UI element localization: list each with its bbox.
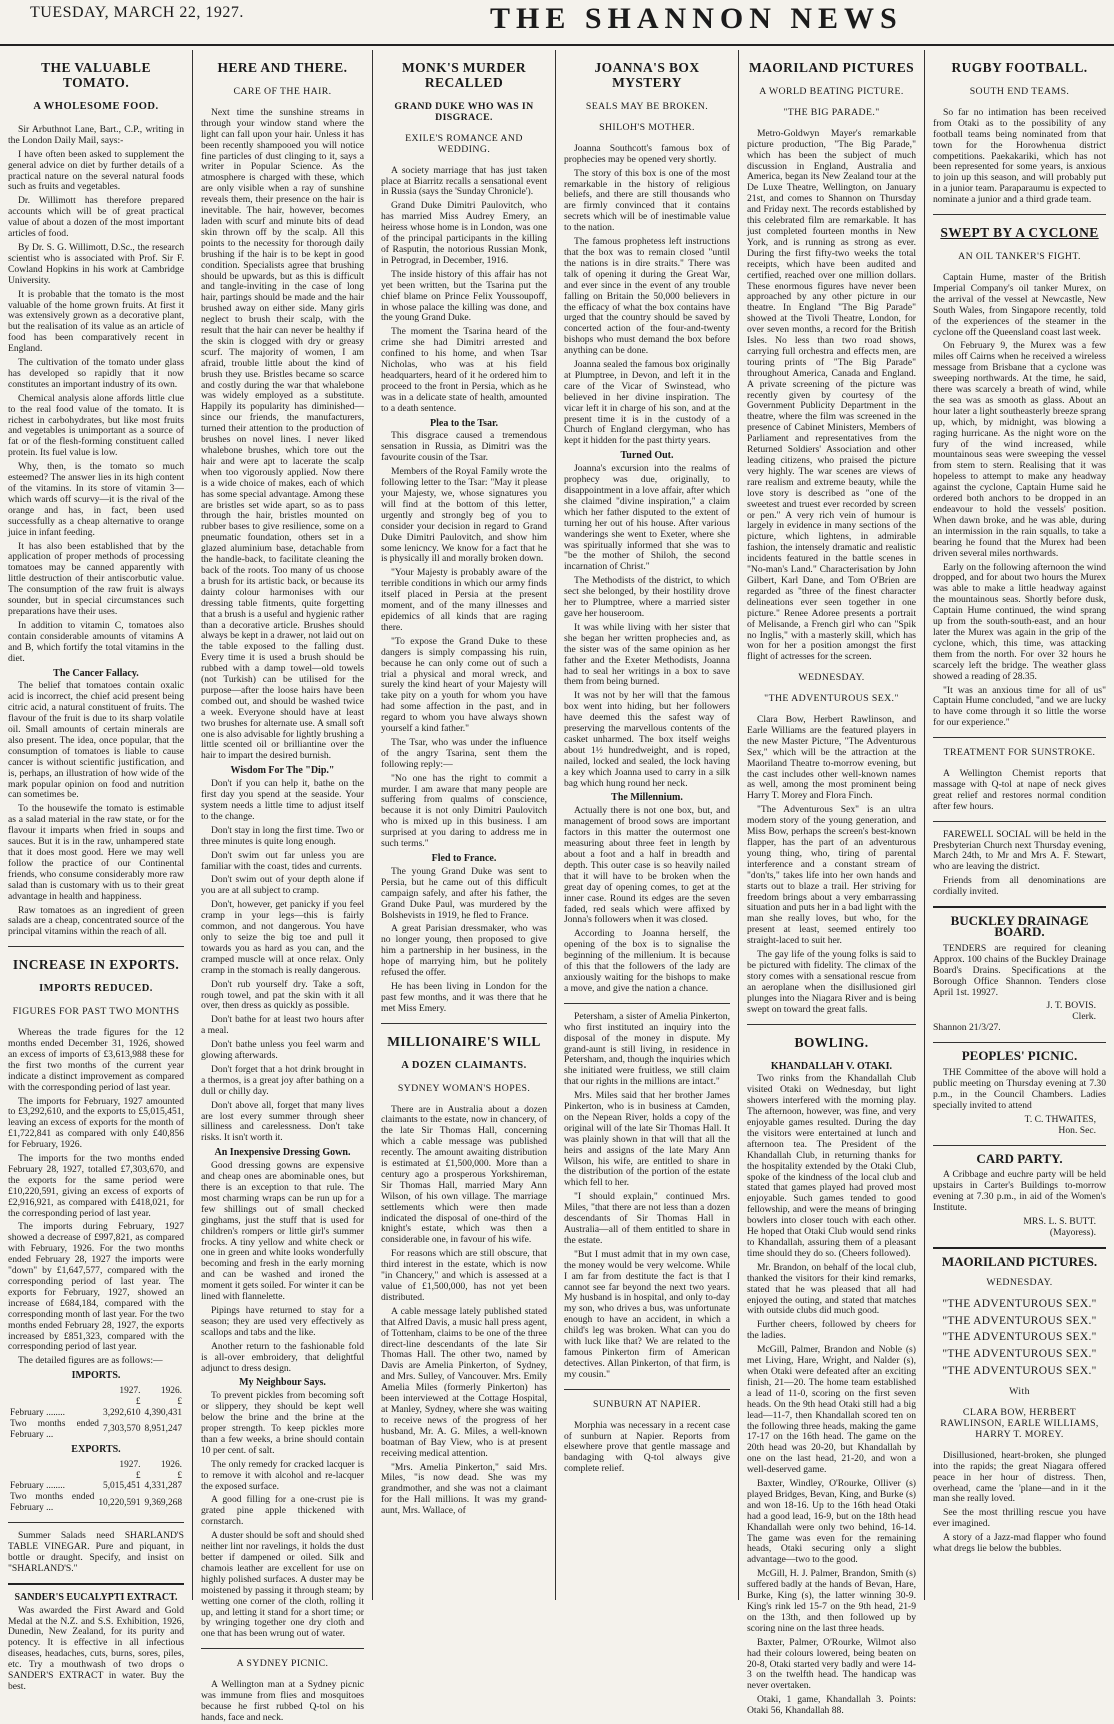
paragraph: Metro-Goldwyn Mayer's remarkable picture production, "The Big Parade," which has been the subject of much discussion in England, Australia and America, began its New Zealand tour at the De Luxe Theatre, Wellington, on January 21st, and comes to Shannon on Thursday and Friday next. The records established by this celebrated film are remarkable. It has just completed fourteen months in New York, and is running as strong as ever. During the first fifty-two weeks the total receipts, which have been audited and certified, reached over one million dollars. These enormous figures have never been approached by any other picture in our theatre. In England "The Big Parade" showed at the Tivoli Theatre, London, for over seven months, a record for the British Isles. No less than two road shows, carrying full orchestra and effects men, are touring prints of "The Big Parade" throughout America, Canada and England. A private screening of the picture was recently given by courtesy of the Government Publicity Department in the theatre, where the film was screened in the presence of Cabinet Ministers, Members of Parliament and representatives from the Returned Soldiers' Association and other leading citizens, who praised the picture very highly. The war scenes are views of rare realism and extreme beauty, while the love story is described as "one of the sweetest and truest ever recorded by screen or pen." A very rich vein of humour is largely in evidence in many sections of the picture, which lightens, in admirable fashion, the intensely dramatic and realistic incidents featured in the battle scenes in "No-man's Land." Characterisation by John Gilbert, Karl Dane, and Tom O'Brien are regarded as "three of the finest character delineations ever seen together in one picture." Renee Adoree presents a portrait of Melisande, a French girl who can "Spik no Inglis," with a masterly skill, which has won for her a position amongst the first flight of actresses for the screen. [747, 127, 916, 663]
film-title-line: "THE ADVENTUROUS SEX." [942, 1365, 1097, 1378]
paragraph: Don't rub yourself dry. Take a soft, rough towel, and pat the skin with it all over, then dress as quickly as possible. [201, 978, 364, 1012]
imports-rows [8, 1408, 184, 1441]
film-title-line: "THE ADVENTUROUS SEX." [942, 1331, 1097, 1344]
imports-table: 1927. 1926. £ £ February ........ 3,292,610 4,390,431 Two months ended February ... 7,303,570 8,951,247 [10, 1386, 182, 1440]
paragraph: "The Adventurous Sex" is an ultra modern story of the young generation, and Miss Bow, perhaps the screen's best-known flapper, has the part of an adventurous young thing, who, tiring of parental interference and a constant stream of "don'ts," takes life into her own hands and starts out to blaze a trail. Her striving for freedom brings about a very embarrassing situation and puts her in a bad light with the man she really loves, but who, for the present at least, seemed entirely too straight-laced to suit her. [747, 804, 916, 947]
table-row: February ........ 5,015,451 4,331,287 [10, 1481, 182, 1492]
paragraph: The famous prophetess left instructions that the box was to remain closed "until the nations is in dire straits." There was talk of opening it during the Great War, and ever since in the event of any trouble falling on Britain the 50,000 believers in the efficacy of what the box contains have urged that the country should be saved by concerted action of the four-and-twenty bishops who must demand the box before anything can be done. [564, 236, 730, 357]
sunburn-text: Morphia was necessary in a recent case of sunburn at Napier. Reports from elsewhere prove that gentle massage and bandaging with Q-tol always give complete relief. [564, 1419, 730, 1475]
film-title-line: "THE ADVENTUROUS SEX." [942, 1348, 1097, 1361]
paragraph: "I should explain," continued Mrs. Miles, "that there are not less than a dozen descendants of Sir Thomas Hall in Australia—all of them entitled to share in the estate. [564, 1191, 730, 1246]
paragraph: "Mrs. Amelia Pinkerton," said Mrs. Miles, "is now dead. She was my grandmother, and she was not a claimant for the Hall millions. It was my grand-aunt, Mrs. Wallace, of [381, 1461, 547, 1517]
subhead-sydney-picnic: A SYDNEY PICNIC. [236, 1658, 329, 1670]
subhead-exile: EXILE'S ROMANCE AND WEDDING. [405, 132, 523, 155]
bowling-body [747, 1074, 916, 1717]
subhead-care-hair: CARE OF THE HAIR. [233, 86, 332, 97]
paragraph: A great Parisian dressmaker, who was no longer young, then proposed to give him a partnership in her business, in the hope of marrying him, but he politely refused the offer. [381, 923, 547, 979]
subhead-south-end: SOUTH END TEAMS. [969, 86, 1070, 97]
column-joanna [556, 50, 738, 1598]
paragraph: Don't bathe unless you feel warm and glowing afterwards. [201, 1039, 364, 1062]
exports-label: EXPORTS. [71, 1443, 121, 1455]
paragraph: Early on the following afternoon the wind dropped, and for about two hours the Murex was able to make a little headway against the mountainous seas. Shortly before dusk, Captain Hume continued, the wind sprang up from the south-south-east, and an hour later the Murex was again in the grip of the cyclone, which, this time, was attacking them from the north. For over 32 hours he scarcely left the bridge. The weather glass showed a reading of 28.35. [933, 561, 1106, 682]
millennium-body [564, 806, 730, 994]
column-here-and-there [193, 50, 372, 1723]
subhead-sydney-woman: SYDNEY WOMAN'S HOPES. [397, 1082, 531, 1094]
paragraph: The cultivation of the tomato under glass has developed so rapidly that it now constitutes an important industry of its own. [8, 357, 184, 390]
buckley-text: TENDERS are required for cleaning Approx. 100 chains of the Buckley Drainage Board's Drains. Specifications at the Borough Office Shannon. Tenders close April 1st. 19927. [933, 942, 1106, 998]
paragraph: According to Joanna herself, the opening of the box is to signalise the beginning of the millenium. It is because of this that the followers of the lady are anxiously waiting for the bishops to make a move, and give the nation a chance. [564, 928, 730, 994]
paragraph: Sir Arbuthnot Lane, Bart., C.P., writing in the London Daily Mail, says:- [8, 123, 184, 146]
subhead-neighbour: My Neighbour Says. [239, 1377, 326, 1389]
millionaire-continued [564, 1012, 730, 1381]
subhead-sunburn: SUNBURN AT NAPIER. [592, 1398, 701, 1410]
paragraph: Clara Bow, Herbert Rawlinson, and Earle Williams are the featured players in the new Master Picture, "The Adventurous Sex," which will be the attraction at the Maoriland Theatre to-morrow evening, but the cast includes other well-known names as well, among the most prominent being Harry T. Morey and Flora Finch. [747, 714, 916, 802]
paragraph: Joanna Southcott's famous box of prophecies may be opened very shortly. [564, 142, 730, 165]
paragraph: In addition to vitamin C, tomatoes also contain considerable amounts of vitamins A and B, which fortify the total vitamins in the diet. [8, 619, 184, 664]
paragraph: "But I must admit that in my own case, the money would be very welcome. While I am far from destitute the fact is that I cannot see far beyond the next two years. My husband is in hospital, and only to-day my son, who drives a bus, was unfortunate enough to have an accident, in which a child's leg was broken. What can you do with luck like that? We are related to the famous Pinkerton firm of American detectives. Allan Pinkerton, of that firm, is my cousin." [564, 1248, 730, 1380]
subhead-turned-out: Turned Out. [620, 450, 674, 462]
table-row: Two months ended February ... 7,303,570 8,951,247 [10, 1418, 182, 1440]
joanna-body [564, 144, 730, 447]
paragraph: The imports for the two months ended February 28, 1927, totalled £7,303,670, and the exports for the same period were £10,220,591, giving an excess of exports of £2,916,921, as compared with £418,021, for the corresponding period of last year. [8, 1153, 184, 1219]
headline-cyclone: SWEPT BY A CYCLONE [940, 225, 1099, 241]
fallacy-body [8, 681, 184, 938]
maori-day: WEDNESDAY. [986, 1276, 1053, 1288]
paragraph: "No one has the right to commit a murder. I am aware that many people are suffering from qualms of conscience, because it is not only Dimitri Paulovitch who is mixed up in this business. I am surprised at you daring to address me in such terms." [381, 772, 547, 850]
maori-title-list [933, 1299, 1106, 1378]
paragraph: Captain Hume, master of the British Imperial Company's oil tanker Murex, on the arrival of the vessel at Newcastle, New South Wales, from Singapore recently, told of the experiences of the steamer in the cyclone off the Queensland coast last week. [933, 271, 1106, 338]
paragraph: It was while living with her sister that she began her written prophecies and, as the sister was of the same opinion as her father and the Exeter Methodists, Joanna had to seal her writings in a box to save them from being burned. [564, 621, 730, 688]
headline-card-party: CARD PARTY. [976, 1150, 1063, 1166]
tomato-body [8, 125, 184, 665]
divider [933, 1247, 1106, 1249]
film-title-line: "THE ADVENTUROUS SEX." [942, 1314, 1097, 1327]
picnic-role: Hon. Sec. [1058, 1124, 1096, 1136]
column-tomato [0, 50, 192, 1692]
imports-label: IMPORTS. [71, 1370, 121, 1382]
plea-body [381, 431, 547, 850]
paragraph: The belief that tomatoes contain oxalic acid is incorrect, the chief acid present being citric acid, a natural constituent of fruits. The flavour of the fruit is due to its sharp volatile oil. Small amounts of certain minerals are also present. The idea, once popular, that the consumption of tomatoes is liable to cause cancer is without scientific justification, and is, perhaps, an illustration of how wide of the mark popular opinion on food and nutrition can sometimes be. [8, 680, 184, 801]
subhead-world-beating: A WORLD BEATING PICTURE. [759, 86, 904, 97]
paragraph: A good filling for a one-crust pie is grated pine apple thickened with cornstarch. [201, 1494, 364, 1528]
headline-maoriland-ad: MAORILAND PICTURES. [941, 1253, 1098, 1269]
paragraph: Next time the sunshine streams in through your window stand where the light can fall upon your hair. Unless it has been recently shampooed you will notice fine particles of dust clinging to it, says a writer in Popular Science. As the atmosphere is charged with these, which are only visible when a ray of sunshine reveals them, their presence on the hair is inevitable. The hair, however, becomes laden with scurf and minute bits of dead skin thrown off by the scalp. All this points to the necessity for thorough daily brushing if the hair is to be kept in good condition. Specialists agree that brushing should be upwards, but as this is difficult and tangle-inviting in the case of long hair, partings should be made and the hair brushed away on either side. Many girls neglect to brush their scalp, with the result that the hair can never be healthy if the skin is clogged with dry or greasy scurf. The majority of women, I am afraid, trouble little about the kind of brush they use. Bristles became so scarce and costly during the war that whalebone was widely employed as a substitute. Happily its popularity has diminished—since our friends, the manufacturers, turned their attention to the production of brushes on novel lines. I never liked whalebone brushes, which tore out the hair and were apt to lacerate the scalp when too vigorously applied. Now there is a wide choice of makes, each of which has some special advantage. Among these are bristles set wide apart, so as to pass through the hair, bristles mounted on rubber bases to give resilience, some on a pneumatic foundation, others set in a glazed aluminium base, detachable from the handle-back, to facilitate cleaning the back of the roots. Too many of us choose a brush for its artistic back, or because its dainty colour harmonises with our dressing table fitments, quite forgetting that a brush is a useful and hygienic rather than a decorative article. Brushes should always be kept in a drawer, not laid out on the table exposed to the falling dust. Every time it is used a brush should be rubbed with a damp towel—old towels (not Turkish) can be utilised for the purpose—after the loose hairs have been combed out, and should be washed twice a week. Everyone should have at least two brushes for alternate use. A small soft one is also advisable for lightly brushing a little scented oil or brilliantine over the hair to impart the desired burnish. [201, 106, 364, 762]
paragraph: Baxter, Palmer, O'Rourke, Wilmot also had their colours lowered, being beaten on 20-8, Otaki started very badly and were 14-3 on the twelfth head. The handicap was never overtaken. [747, 1636, 916, 1692]
subhead-sunstroke: TREATMENT FOR SUNSTROKE. [943, 747, 1096, 759]
newspaper-title: THE SHANNON NEWS [490, 2, 903, 35]
adventurous-body [747, 715, 916, 1015]
paragraph: Don't forget that a hot drink brought in a thermos, is a great joy after bathing on a dull or chilly day. [201, 1063, 364, 1097]
paragraph: Further cheers, followed by cheers for the ladies. [747, 1319, 916, 1342]
divider [8, 946, 184, 947]
maori-story: A story of a Jazz-mad flapper who found what dregs lie below the bubbles. [933, 1532, 1106, 1555]
paragraph: A society marriage that has just taken place at Biarritz recalls a sensational event in Russia (says the 'Sunday Chronicle'). [381, 164, 547, 198]
headline-monk: MONK'S MURDER RECALLED [401, 60, 527, 90]
paragraph: Otaki, 1 game, Khandallah 3. Points: Otaki 56, Khandallah 88. [747, 1694, 916, 1717]
subhead-shiloh: SHILOH'S MOTHER. [599, 121, 695, 133]
paragraph: Dr. Willimott has therefore prepared accounts which will be of great practical value of about a dozen of the most important articles of food. [8, 195, 184, 240]
paragraph: Don't swim out of your depth alone if you are at all subject to cramp. [201, 874, 364, 897]
subhead-wholesome: A WHOLESOME FOOD. [33, 101, 159, 112]
hair-body [201, 108, 364, 762]
divider [201, 1648, 364, 1649]
headline-tomato: THE VALUABLE TOMATO. [41, 60, 151, 90]
film-title-line: "THE ADVENTUROUS SEX." [942, 1297, 1097, 1310]
paragraph: Raw tomatoes as an ingredient of green salads are a cheap, concentrated source of the principal vitamins within the reach of all. [8, 904, 184, 938]
subhead-millennium: The Millennium. [611, 792, 683, 804]
paragraph: Joanna's excursion into the realms of prophecy was due, originally, to disappointment in a love affair, after which she claimed "divine inspiration," a claim which her father disputed to the extent of turning her out of his house. After various wanderings she went to Exeter, where she was spiritually informed that she was to "be the mother of Shiloh, the second incarnation of Christ." [564, 463, 730, 573]
neighbour-body [201, 1391, 364, 1640]
paragraph: "It was an anxious time for all of us" Captain Hume concluded, "and we are lucky to have come through it so little the worse for our experience." [933, 684, 1106, 729]
table-row: February ........ 3,292,610 4,390,431 [10, 1407, 182, 1418]
buckley-role: Clerk. [1072, 1011, 1096, 1023]
paragraph: The imports for February, 1927 amounted to £3,292,610, and the exports to £5,015,451, leaving an excess of exports for the month of £1,722,841 as compared with only £40,856 for February, 1926. [8, 1095, 184, 1151]
paragraph: By Dr. S. G. Willimott, D.Sc., the research scientist who is associated with Prof. Sir F. Cowland Hopkins in his work at Cambridge University. [8, 241, 184, 286]
issue-date: TUESDAY, MARCH 22, 1927. [30, 4, 244, 21]
headline-rugby: RUGBY FOOTBALL. [951, 60, 1088, 75]
paragraph: The moment the Tsarina heard of the crime she had Dimitri arrested and confined to his home, and when Tsar Nicholas, who was at his field headquarters, heard of it he ordered him to proceed to the front in Persia, which as he was in a delicate state of health, amounted to a death sentence. [381, 326, 547, 414]
headline-joanna: JOANNA'S BOX MYSTERY [594, 60, 700, 90]
picnic-text: THE Committee of the above will hold a public meeting on Thursday evening at 7.30 p.m., in the Council Chambers. Ladies specially invited to attend [933, 1067, 1106, 1111]
maori-with: With [1009, 1386, 1030, 1398]
paragraph: Don't stay in long the first time. Two or three minutes is quite long enough. [201, 824, 364, 847]
paragraph: The inside history of this affair has not yet been written, but the Tsarina put the chief blame on Prince Felix Youssoupoff, in whose palace the killing was done, and the young Grand Duke. [381, 268, 547, 324]
paragraph: Don't swim out far unless you are familiar with the coast, tides and currents. [201, 849, 364, 872]
paragraph: Petersham, a sister of Amelia Pinkerton, who first instituted an inquiry into the disposal of the money in dispute. My grand-aunt is still living, in residence in Petersham, and, though the inquiries which she initiated were fruitless, we still claim that our rights in the millions are intact." [564, 1010, 730, 1088]
picnic-signature: T. C. THWAITES, [1024, 1113, 1096, 1125]
divider [933, 214, 1106, 215]
divider [564, 1389, 730, 1390]
subhead-plea: Plea to the Tsar. [430, 417, 498, 429]
paragraph: Why, then, is the tomato so much esteemed? The answer lies in its high content of the vitamins. In its store of vitamin 3—which wards off scurvy—it is the rival of the orange and has, in fact, been used successfully as a cheap alternative to orange juice in infant feeding. [8, 461, 184, 538]
subhead-dozen: A DOZEN CLAIMANTS. [401, 1059, 527, 1071]
paragraph: Members of the Royal Family wrote the following letter to the Tsar: "May it please your Majesty, we, whose signatures you will find at the bottom of this letter, urgently and strongly beg of you to consider your decision in regard to Grand Duke Dimitri Paulovitch, and show him some lenicncy. We know for a fact that he is physically ill and morally broken down. [381, 466, 547, 565]
subhead-cancer-fallacy: The Cancer Fallacy. [53, 667, 139, 679]
column-rugby [925, 50, 1114, 1598]
paragraph: Don't above all, forget that many lives are lost every summer through sheer silliness and carelessness. Don't take risks. It isn't worth it. [201, 1099, 364, 1144]
divider [933, 821, 1106, 822]
paragraph: Joanna sealed the famous box originally at Plumptree, in Devon, and left it in the care of the Vicar of Swinstead, who believed in her divine inspiration. The vicar left it in charge of his son, and at the present time it is in the custody of a Church of England clergyman, who has kept it hidden for the past thirty years. [564, 359, 730, 447]
buckley-date: Shannon 21/3/27. [933, 1022, 1001, 1034]
sunstroke-text: A Wellington Chemist reports that massage with Q-tol at nape of neck gives great relief and restores normal condition after few hours. [933, 768, 1106, 812]
paragraph: To prevent pickles from becoming soft or slippery, they should be kept well below the brine and the brine at the proper strength. To keep pickles more than a few weeks, a brine should contain 10 per cent. of salt. [201, 1390, 364, 1456]
headline-millionaire: MILLIONAIRE'S WILL [387, 1033, 541, 1049]
card-party-text: A Cribbage and euchre party will be held upstairs in Carter's Buildings to-morrow evening at 7.30 p.m., in aid of the Women's Institute. [933, 1169, 1106, 1214]
divider [8, 1583, 184, 1585]
paragraph: There are in Australia about a dozen claimants to the estate, now in chancery, of the late Sir Thomas Hall, concerning which a cable message was published recently. The amount awaiting distribution is estimated at £1,500,000. More than a century ago a prosperous Yorkshireman, Sir Thomas Hall, married Mary Ann Wilson, of his own village. The marriage settlements which were then made indicated the disposal of one-third of the knight's estate, which was then a considerable one, in favour of his wife. [381, 1103, 547, 1246]
paragraph: Pipings have returned to stay for a season; they are used very effectively as scallops and tabs and the like. [201, 1304, 364, 1338]
subhead-big-parade: "THE BIG PARADE." [783, 106, 880, 118]
paragraph: The young Grand Duke was sent to Persia, but he came out of this difficult campaign safely, and after his father, the Grand Duke Paul, was murdered by the Bolshevists in 1919, he fled to France. [381, 865, 547, 921]
card-signature: MRS. L. S. BUTT. [1023, 1216, 1096, 1228]
paragraph: It is probable that the tomato is the most valuable of the home grown fruits. At first it was extensively grown as a decorative plant, but the realisation of its value as an article of food has been comparatively recent in England. [8, 288, 184, 355]
paragraph: Baxter, Windley, O'Rourke, Olliver (s) played Bridges, Bevan, King, and Burke (s) and won 18-16. Up to the 16th head Otaki had a good lead, 16-9, but on the 18th head Khandallah were only two behind, 16-14. The game was even for the remaining heads, Otaki securing only a slight advantage—two to the good. [747, 1478, 916, 1566]
masthead [0, 0, 1114, 46]
turned-body [564, 464, 730, 789]
divider [933, 737, 1106, 738]
table-row: Two months ended February ... 10,220,591 9,369,268 [10, 1492, 182, 1514]
paragraph: On February 9, the Murex was a few miles off Cairns when he received a wireless message from Brisbane that a cyclone was sweeping northwards. At the time, he said, there was scarcely a breath of wind, while the sea was as smooth as glass. About an hour later a light southeasterly breeze sprang up, which, by midnight, was blowing a raging hurricane. As the night wore on the fury of the wind increased, while mountainous seas were sweeping the vessel from stem to stern. Realising that it was hopeless to attempt to make any headway against the cyclone, Captain Hume said he ordered both anchors to be dropped in an endeavour to hold the vessels' position. When dawn broke, and he was able, during an intermission in the rain squalls, to take a bearing he found that the Murex had been driven several miles northwards. [933, 340, 1106, 559]
divider [381, 1023, 547, 1024]
headline-exports: INCREASE IN EXPORTS. [12, 957, 180, 973]
ad-sanders-head: SANDER'S EUCALYPTI EXTRACT. [14, 1591, 178, 1603]
subhead-wednesday: WEDNESDAY. [798, 672, 865, 684]
paragraph: The only remedy for cracked lacquer is to remove it with alcohol and re-lacquer the exposed surface. [201, 1458, 364, 1492]
paragraph: Mrs. Miles said that her brother James Pinkerton, who is in business at Camden, on the Nepean River, holds a copy of the original will of the late Sir Thomas Hall. It was plainly shown in that will that all the heirs and assigns of the late Mary Ann Wilson, his wife, are entitled to share in the distribution of the portion of the estate which fell to her. [564, 1090, 730, 1189]
buckley-signature: J. T. BOVIS. [1046, 1000, 1096, 1012]
big-parade-body [747, 129, 916, 663]
divider [933, 906, 1106, 908]
ad-sanders: Was awarded the First Award and Gold Medal at the N.Z. and S.S. Exhibition, 1926, Dunedin, New Zealand, for its purity and potency. It is effective in all infectious diseases, headaches, cuts, burns, sores, piles, etc. Try a mouthwash of two drops o SANDER'S EXTRACT in water. Buy the best. [8, 1604, 184, 1692]
paragraph: A duster should be soft and should shed neither lint nor ravelings, it holds the dust better if dampened or oiled. Silk and chamois leather are excellent for use on highly polished surfaces. A duster may be moistened by passing it through steam; by wetting one corner of the cloth, rolling it up, and letting it stand for a short time; or by wringing together one dry cloth and one that has been wrung out of water. [201, 1530, 364, 1640]
cyclone-body [933, 273, 1106, 729]
headline-bowling: BOWLING. [794, 1034, 869, 1050]
paragraph: The gay life of the young folks is said to be pictured with fidelity. The climax of the story comes with a sensational rescue from an aeroplane when the disillusioned girl plunges into the Niagara River and is being swept on toward the great falls. [747, 949, 916, 1015]
paragraph: Chemical analysis alone affords little clue to the real food value of the tomato. It is richest in carbohydrates, but like most fruits and vegetables is unimportant as a source of fat or of the flesh-forming constituent called protein. Its fuel value is low. [8, 392, 184, 459]
maori-see: See the most thrilling rescue you have ever imagined. [933, 1507, 1106, 1530]
rugby-text: So far no intimation has been received from Otaki as to the possibility of any football teams being nominated from that town for the Horowhenua district competitions. Paekakariki, which has not been represented for some years, is anxious to join up this season, and will probably put in a junior team. Paraparaumu is expected to nominate a junior and a third grade team. [933, 106, 1106, 206]
paragraph: Two rinks from the Khandallah Club visited Otaki on Wednesday, but light showers interfered with the morning play. The afternoon, however, was fine, and very enjoyable games resulted. During the day the visitors were entertained at lunch and afternoon tea. The President of the Khandallah Club, in returning thanks for the hospitality extended by the Otaki Club, spoke of the kindness of the local club and stated that games played had proved most enjoyable. Such games tended to good fellowship, and were the means of bringing bowlers into closer touch with each other. He hoped that Otaki Club would send rinks to Khandallah, assuring them of a pleasant time should they do so. (Cheers followed). [747, 1073, 916, 1259]
headline-maoriland: MAORILAND PICTURES [748, 60, 915, 75]
divider [747, 1024, 916, 1025]
paragraph: The Methodists of the district, to which sect she belonged, by their hostility drove her to Plumptree, where a married sister gave her houseroom. [564, 575, 730, 619]
maori-cast: CLARA BOW, HERBERT RAWLINSON, EARLE WILLIAMS, HARRY T. MOREY. [940, 1407, 1099, 1440]
monk-body [381, 166, 547, 415]
subhead-oil-tanker: AN OIL TANKER'S FIGHT. [958, 251, 1081, 263]
paragraph: Don't, however, get panicky if you feel cramp in your legs—this is fairly common, and not dangerous. You have only to seize the big toe and pull it towards you as hard as you can, and the cramped muscle will at once relax. Only cramp in the stomach is really dangerous. [201, 899, 364, 976]
subhead-seals: SEALS MAY BE BROKEN. [585, 101, 709, 112]
divider [564, 1003, 730, 1004]
paragraph: For reasons which are still obscure, that third interest in the estate, which is now "in Chancery," and which is assessed at a value of £1,500,000, has not yet been distributed. [381, 1248, 547, 1303]
column-monk [373, 50, 555, 1598]
subhead-gown: An Inexpensive Dressing Gown. [214, 1147, 351, 1159]
subhead-grand-duke: GRAND DUKE WHO WAS IN DISGRACE. [394, 101, 534, 123]
headline-here-and-there: HERE AND THERE. [217, 60, 348, 75]
paragraph: It was not by her will that the famous box went into hiding, but her followers have deemed this the safest way of preserving the marvellous contents of the casket unharmed. The box itself weighs about 1½ hundredweight, and is roped, nailed, locked and sealed, the lock having a key which Joanna used to carry in a silk bag which hung round her neck. [564, 690, 730, 789]
exports-body [8, 1028, 184, 1367]
divider [933, 1042, 1106, 1043]
paragraph: Grand Duke Dimitri Paulovitch, who has married Miss Audrey Emery, an heiress whose home is in London, was one of the principal participants in the killing of Rasputin, the notorious Russian Monk, in Petrograd, in December, 1916. [381, 200, 547, 266]
paragraph: Don't if you can help it, bathe on the first day you spend at the seaside. Your system needs a little time to adjust itself to the change. [201, 778, 364, 822]
divider [8, 1522, 184, 1523]
exports-table: 1927. 1926. £ £ February ........ 5,015,451 4,331,287 Two months ended February ... 10,220,591 9,369,268 [10, 1459, 182, 1514]
paragraph: This disgrace caused a tremendous sensation in Russia, as Dimitri was the favourite cousin of the Tsar. [381, 430, 547, 464]
paragraph: Don't bathe for at least two hours after a meal. [201, 1014, 364, 1037]
paragraph: The story of this box is one of the most remarkable in the history of religious beliefs, and there are still thousands who are firmly convinced that it contains secrets which will be of inestimable value to the nation. [564, 167, 730, 234]
paragraph: To the housewife the tomato is estimable as a salad material in the raw state, or for the flavour it imparts when fried in soups and sauces. But it is in the raw, unhampered state that it does most good. Here we may well follow the practice of our Continental friends, who consume considerably more raw salad than is customary with us to their great advantage in health and happiness. [8, 803, 184, 902]
headline-buckley: BUCKLEY DRAINAGE BOARD. [950, 913, 1089, 939]
subhead-khandallah: KHANDALLAH V. OTAKI. [770, 1060, 893, 1072]
headline-peoples-picnic: PEOPLES' PICNIC. [961, 1048, 1078, 1064]
dip-body [201, 779, 364, 1144]
paragraph: Another return to the fashionable fold is all-over embroidery, that delightful adjunct to dress design. [201, 1340, 364, 1374]
paragraph: Whereas the trade figures for the 12 months ended December 31, 1926, showed an excess of imports of £3,613,988 these for the first two months of the current year indicate a distinct improvement as compared with the corresponding period of last year. [8, 1027, 184, 1093]
paragraph: McGill, H. J. Palmer, Brandon, Smith (s) suffered badly at the hands of Bevan, Hare, Burke, King (s), the latter winning 30-9. King's rink led 15-7 on the 9th head, 21-9 on the 13th, and then followed up by scoring nine on the last three heads. [747, 1568, 916, 1634]
subhead-dip: Wisdom For The "Dip." [230, 765, 335, 777]
paragraph: Good dressing gowns are expensive and cheap ones are abominable ones, but there is an exception to that rule. The most charming wraps can be run up for a few shillings out of small checked ginghams, just the stuff that is used for children's rompers or little girl's summer frocks. A tiny yellow and white check or one in green and white looks wonderfully becoming and fresh in the early morning and can be washed and ironed the moment it gets soiled. For winter it can be lined with flannelette. [201, 1160, 364, 1303]
farewell-text-2: Friends from all denominations are cordially invited. [933, 875, 1106, 898]
divider [933, 1145, 1106, 1146]
subhead-imports: IMPORTS REDUCED. [39, 983, 153, 995]
exports-rows [8, 1481, 184, 1514]
column-maoriland [739, 50, 924, 1717]
paragraph: Actually there is not one box, but, and management of brood sows are important factors in this matter the outermost one measuring about three feet in length by about a foot and a half in breadth and depth. This outer case is so heavily nailed that it will have to be broken when the great day of opening comes, to get at the inner case. Round its edges are the seven faded, red seals which were affixed by Jonna's followers when it was closed. [564, 805, 730, 926]
fled-body [381, 867, 547, 1015]
gown-body [201, 1161, 364, 1374]
paragraph: The Tsar, who was under the influence of the angry Tsarina, sent them the following reply:— [381, 736, 547, 770]
paragraph: "To expose the Grand Duke to these dangers is simply compassing his ruin, because he can only come out of such a trial a physical and moral wreck, and surely the kind heart of your Majesty will take pity on a youth for whom you have had some affection in the past, and in regard to whom you have always shown yourself a kind father." [381, 635, 547, 735]
card-role: (Mayoress). [1049, 1226, 1096, 1238]
paragraph: The detailed figures are as follows:— [18, 1355, 163, 1367]
subhead-adventurous-sex: "THE ADVENTUROUS SEX." [764, 693, 899, 705]
farewell-text: FAREWELL SOCIAL will be held in the Presbyterian Church next Thursday evening, March 24th, to Mr and Mrs A. F. Stewart, who are leaving the district. [933, 828, 1106, 873]
paragraph: I have often been asked to supplement the general advice on diet by further details of a practical nature on the several natural foods such as fruits and vegetables. [8, 148, 184, 193]
sydney-picnic-text: A Wellington man at a Sydney picnic was immune from flies and mosquitoes because he first rubbed Q-tol on his hands, face and neck. [201, 1679, 364, 1723]
maori-desc: Disillusioned, heart-broken, she plunged into the rapids; the great Niagara offered peace in her hour of distress. Then, overhead, came the 'plane—and in it the man she really loved. [933, 1449, 1106, 1505]
subhead-fled: Fled to France. [431, 853, 497, 864]
paragraph: A cable message lately published stated that Alfred Davis, a music hall press agent, of Tottenham, claims to be one of the three direct-line descendants of the late Sir Thomas Hall. The other two, named by Davis are Amelia Pinkerton, of Sydney, and Mrs. Sulley, of Vancouver. Mrs. Emily Amelia Miles (formerly Pinkerton) has been interviewed at the Cottage Hospital, at Manley, Sydney, where she was waiting to receive news of the progress of her husband, Mr. A. G. Miles, a well-known boatman of Bay View, who is at present receiving medical attention. [381, 1305, 547, 1459]
paragraph: He has been living in London for the past few months, and it was there that he met Miss Emery. [381, 980, 547, 1014]
paragraph: McGill, Palmer, Brandon and Noble (s) met Living, Hare, Wright, and Nalder (s), when Otaki were defeated after an exciting finish, 21—20. The home team established a lead of 11-0, scoring on the first seven heads. On the 9th head Otaki still had a big lead—11-7, then Khandallah scored ten on the following three heads, making the game 17-17 on the 16th head. The game on the 20th head was 20-20, but Khandallah by one on the last head, 21-20, and won a well-deserved game. [747, 1344, 916, 1476]
paragraph: The imports during February, 1927 showed a decrease of £997,821, as compared with February, 1926. For the two months ended February 28, 1927 the imports were "down" by £1,647,577, compared with the corresponding period of last year. The exports for February, 1927, showed an increase of £684,184, compared with the corresponding month of last year. For the two months ended February 28, 1927, the exports increased by £851,323, compared with the corresponding period of last year. [8, 1221, 184, 1353]
paragraph: "Your Majesty is probably aware of the terrible conditions in which our army finds itself placed in Persia at the present moment, and of the many illnesses and epidemics of all kinds that are raging there. [381, 567, 547, 633]
millionaire-body [381, 1105, 547, 1518]
paragraph: Mr. Brandon, on behalf of the local club, thanked the visitors for their kind remarks, stated that he was pleased that all had enjoyed the outing, and stated that matches with outside clubs did much good. [747, 1261, 916, 1317]
paragraph: It has also been established that by the application of proper methods of processing tomatoes may be canned apparently with little destruction of their antiscorbutic value. The consumption of the raw fruit is always sounder, but in special circumstances such preparations have their uses. [8, 540, 184, 617]
subhead-figures: FIGURES FOR PAST TWO MONTHS [12, 1006, 180, 1018]
ad-sharland: Summer Salads need SHARLAND'S TABLE VINEGAR. Pure and piquant, in bottle or draught. Specify, and insist on "SHARLAND'S." [8, 1530, 184, 1574]
